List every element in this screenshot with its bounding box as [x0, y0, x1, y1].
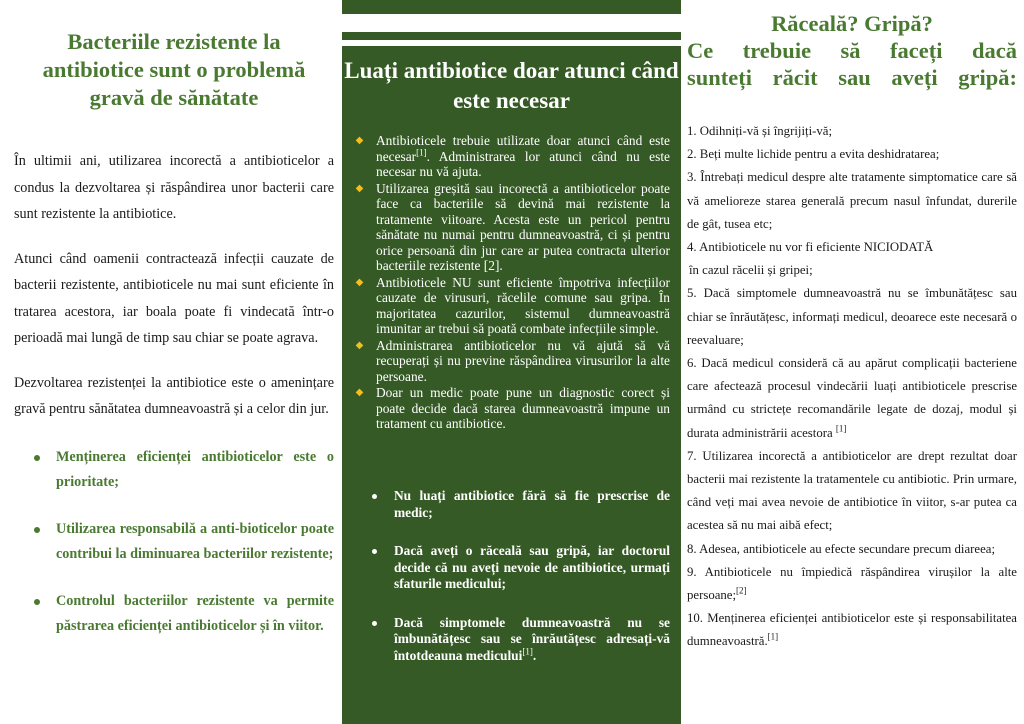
left-bullet-text: Utilizarea responsabilă a anti-bioticelor poate contribui la diminuarea bacteriilor rezistente;	[56, 520, 334, 562]
right-item-text: 1. Odihniți-vă și îngrijiți-vă;	[687, 124, 833, 138]
right-item-text: 3. Întrebați medicul despre alte tratamente simptomatice care să vă amelioreze starea generală precum nasul înfundat, durerile de gât, tusea etc;	[687, 170, 1017, 231]
right-list-item	[687, 352, 1017, 445]
right-list-item	[687, 143, 1017, 166]
decorative-stripe	[342, 14, 681, 32]
right-list-item	[687, 120, 1017, 143]
bullet-dot-icon	[34, 599, 40, 605]
diamond-bullet-icon	[354, 340, 365, 351]
right-title-line-3: sunteți răcit sau aveți gripă:	[687, 65, 1017, 90]
middle-title: Luați antibiotice doar atunci când este necesar	[344, 58, 679, 113]
citation-sup: [1]	[416, 147, 427, 158]
right-item-text: 5. Dacă simptomele dumneavoastră nu se îmbunătățesc sau chiar se înrăutățesc, informați medicul, deoarece este necesară o reevaluare;	[687, 286, 1017, 347]
middle-bold-list	[364, 488, 670, 686]
middle-item-text: Utilizarea greșită sau incorectă a antibioticelor poate face ca bacteriile să devină mai rezistente la tratamente viitoare. Acesta este un pericol pentru sănătate nu numai pentru dumneavoastră, ci și pentru orice persoană din jur care ar putea contracta ulterior bacteriile rezistente [2].	[376, 180, 670, 273]
right-list-item	[687, 259, 1017, 282]
left-bullet-text: Menținerea eficienței antibioticelor este o prioritate;	[56, 448, 334, 490]
middle-list-item	[352, 385, 670, 432]
right-list-item	[687, 561, 1017, 607]
right-list-item	[687, 607, 1017, 653]
middle-item-text-after: . Administrarea lor atunci când nu este necesar nu vă ajuta.	[376, 148, 670, 179]
middle-list-item	[352, 275, 670, 337]
left-bullet-item	[14, 517, 334, 567]
right-list-item	[687, 445, 1017, 538]
left-panel	[0, 0, 340, 724]
right-item-text: 10. Menținerea eficienței antibioticelor este și responsabilitatea dumneavoastră.	[687, 611, 1017, 649]
middle-bold-text: Nu luați antibiotice fără să fie prescrise de medic;	[394, 488, 670, 520]
left-paragraph-3: Dezvoltarea rezistenței la antibiotice este o amenințare gravă pentru sănătatea dumneavoastră și a celor din jur.	[14, 374, 334, 417]
middle-item-text: Antibioticele trebuie utilizate doar atunci când este necesar	[376, 133, 670, 164]
middle-item-text: Administrarea antibioticelor nu vă ajută să vă recuperați și nu previne răspândirea virusurilor la alte persoane.	[376, 337, 670, 384]
right-item-text: 6. Dacă medicul consideră că au apărut complicații bacteriene care afectează procesul vindecării luați antibioticele prescrise urmând cu strictețe recomandările legate de dozaj, modul și durata administrării acestora	[687, 356, 1017, 440]
right-item-text: 8. Adesea, antibioticele au efecte secundare precum diareea;	[687, 541, 996, 556]
right-item-text: 9. Antibioticele nu împiedică răspândirea virușilor la alte persoane;	[687, 564, 1017, 603]
right-numbered-list	[687, 120, 1017, 654]
diamond-bullet-icon	[354, 277, 365, 288]
right-list-item	[687, 166, 1017, 236]
right-item-text: în cazul răcelii și gripei;	[689, 263, 813, 278]
bullet-dot-icon	[34, 527, 40, 533]
middle-bold-text: Dacă aveți o răceală sau gripă, iar doctorul decide că nu aveți nevoie de antibiotice, urmați sfaturile medicului;	[394, 543, 670, 591]
citation-sup: [1]	[522, 646, 533, 657]
middle-bold-item	[364, 615, 670, 665]
left-bullet-item	[14, 589, 334, 639]
middle-bold-item	[364, 488, 670, 521]
middle-list-item	[352, 133, 670, 180]
citation-sup: [2]	[736, 585, 747, 596]
right-item-text: 7. Utilizarea incorectă a antibioticelor are drept rezultat doar bacterii mai rezistente la tratamentele cu antibiotic. Prin urmare, când veți mai avea nevoie de antibiotice în viitor, s-ar putea ca acestea să nu mai aibă efect;	[687, 448, 1017, 533]
left-paragraph-2: Atunci când oamenii contractează infecții cauzate de bacterii rezistente, antibioticele nu mai sunt eficiente în tratarea acestora, iar boala poate fi vindecată într-o perioadă mai lungă de timp sau chiar se poate agrava.	[14, 250, 334, 346]
citation-sup: [1]	[835, 423, 847, 434]
middle-bold-item	[364, 543, 670, 593]
diamond-bullet-icon	[354, 135, 365, 146]
right-list-item	[687, 282, 1017, 352]
right-title-line-1: Răceală? Gripă?	[771, 11, 933, 36]
middle-item-text: Antibioticele NU sunt eficiente împotriva infecțiilor cauzate de virusuri, răcelile comune sau gripa. În majoritatea cazurilor, sistemul dumneavoastră imunitar ar trebui să poată combate infecțiile simple.	[376, 274, 670, 336]
middle-item-text: Doar un medic poate pune un diagnostic corect și poate decide dacă starea dumneavoastră impune un tratament cu antibiotice.	[376, 385, 670, 431]
diamond-bullet-icon	[354, 183, 365, 194]
bullet-dot-icon	[34, 455, 40, 461]
bullet-dot-icon	[372, 621, 377, 626]
middle-panel	[342, 0, 681, 724]
bullet-dot-icon	[372, 549, 377, 554]
right-item-text: 4. Antibioticele nu vor fi eficiente NICIODATĂ	[687, 240, 934, 255]
right-list-item	[687, 538, 1017, 561]
right-item-text: 2. Beți multe lichide pentru a evita deshidratarea;	[687, 147, 940, 162]
left-paragraph-1: În ultimii ani, utilizarea incorectă a antibioticelor a condus la dezvoltarea și răspândirea unor bacterii care sunt rezistente la antibiotice.	[14, 153, 334, 222]
left-bullet-item	[14, 445, 334, 495]
right-title-line-2: Ce trebuie să faceți dacă	[687, 38, 1017, 63]
middle-list	[352, 133, 670, 433]
middle-bold-text-after: .	[532, 647, 537, 663]
diamond-bullet-icon	[354, 387, 365, 398]
middle-list-item	[352, 338, 670, 385]
middle-bold-text: Dacă simptomele dumneavoastră nu se îmbunătățesc sau se înrăutățesc adresați-vă întotdeauna medicului	[394, 614, 670, 663]
decorative-stripe	[342, 40, 681, 46]
middle-list-item	[352, 181, 670, 274]
right-list-item	[687, 236, 1017, 259]
right-panel	[687, 0, 1017, 724]
bullet-dot-icon	[372, 494, 377, 499]
left-title: Bacteriile rezistente la antibiotice sunt o problemă gravă de sănătate	[42, 29, 306, 110]
citation-sup: [1]	[767, 632, 779, 643]
left-bullet-list	[14, 445, 334, 639]
left-bullet-text: Controlul bacteriilor rezistente va permite păstrarea eficienței antibioticelor și în viitor.	[56, 592, 334, 634]
